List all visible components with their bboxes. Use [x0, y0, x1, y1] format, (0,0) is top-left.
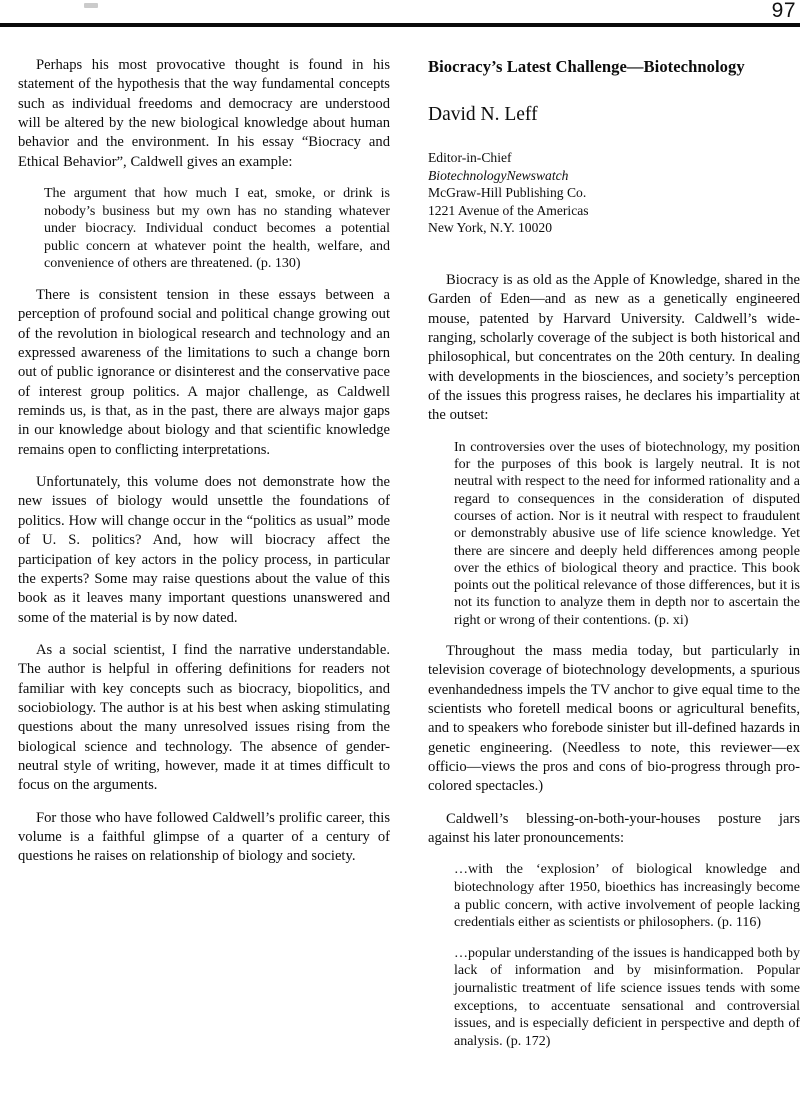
affiliation-street: 1221 Avenue of the Americas — [428, 202, 589, 218]
paragraph: Throughout the mass media today, but particularly in television coverage of biotechnology developments, a spurious evenhandedness impels the TV anchor to give equal time to the scientists who foretell medical boons or agricultural benefits, and to speakers who forebode sinister but ill-defined hazards in genetic engineering. (Needless to note, this reviewer—ex officio—views the pros and cons of bio-progress through pro-colored spectacles.) — [428, 642, 800, 795]
block-quote: …with the ‘explosion’ of biological knowledge and biotechnology after 1950, bioethics has increasingly become a public concern, with active involvement of people lacking credentials either as scientists or philosophers. (p. 116) — [454, 862, 800, 931]
block-quote: The argument that how much I eat, smoke, or drink is nobody’s business but my own has no standing whatever under biocracy. Individual conduct becomes a potential public concern at whatever point the health, welfare, and convenience of others are threatened. (p. 130) — [44, 186, 390, 272]
left-column — [18, 56, 390, 880]
paragraph: Biocracy is as old as the Apple of Knowledge, shared in the Garden of Eden—and as new as a genetically engineered mouse, patented by Harvard University. Caldwell’s wide-ranging, scholarly coverage of the subject is both historical and philosophical, but concentrates on the 20th century. In dealing with developments in the biosciences, and society’s perception of the issues this progress raises, he declares his impartiality at the outset: — [428, 271, 800, 424]
paragraph: For those who have followed Caldwell’s prolific career, this volume is a faithful glimpse of a quarter of a century of questions he raises on relationship of biology and society. — [18, 809, 390, 865]
right-column — [428, 56, 800, 1063]
block-quote: In controversies over the uses of biotechnology, my position for the purposes of this book is largely neutral. It is not neutral with respect to the need for informed rationality and a regard to consequences in the consideration of disputed courses of action. Nor is it neutral with respect to fraudulent or demonstrably abusive use of life science knowledge. Yet there are sincere and deeply held differences among people over the ethics of biological theory and practice. This book points out the political relevance of those differences, but it is not its function to analyze them in depth nor to ascertain the right or wrong of their contentions. (p. xi) — [454, 439, 800, 628]
paragraph: Unfortunately, this volume does not demonstrate how the new issues of biology would unsettle the foundations of politics. How will change occur in the “politics as usual” mode of U. S. politics? And, how will biocracy affect the participation of key actors in the policy process, in particular the experts? Some may raise questions about the value of this book as it leaves many important questions unanswered and some of the material is by now dated. — [18, 474, 390, 626]
paragraph: Caldwell’s blessing-on-both-your-houses posture jars against his later pronouncements: — [428, 810, 800, 847]
header-rule — [0, 23, 800, 27]
affiliation-role: Editor-in-Chief — [428, 150, 512, 165]
affiliation-publication: BiotechnologyNewswatch — [428, 167, 569, 183]
opener-spacer — [428, 237, 800, 271]
paragraph: Perhaps his most provocative thought is found in his statement of the hypothesis that the way fundamental concepts such as individual freedoms and democracy are understood will be altered by the new biological knowledge about human behavior and the environment. In his essay “Biocracy and Ethical Behavior”, Caldwell gives an example: — [18, 57, 390, 170]
scan-artifact-icon — [84, 3, 98, 8]
running-head — [0, 0, 800, 34]
affiliation-company: McGraw-Hill Publishing Co. — [428, 185, 587, 201]
block-quote: …popular understanding of the issues is handicapped both by lack of information and by misinformation. Popular journalistic treatment of life science issues tends with some exceptions, to accentuate sensational and controversial issues, and is especially deficient in perspective and depth of analysis. (p. 172) — [454, 945, 800, 1049]
article-author: David N. Leff — [428, 104, 538, 125]
page-number: 97 — [771, 0, 796, 22]
article-title: Biocracy’s Latest Challenge—Biotechnology — [428, 57, 745, 76]
affiliation-city: New York, N.Y. 10020 — [428, 220, 552, 236]
paragraph: There is consistent tension in these essays between a perception of profound social and political change growing out of the revolution in biological research and technology and an expressed awareness of the limitations to such a change born out of public ignorance or disinterest and the conservative pace of interest group politics. A major challenge, as Caldwell reminds us, is that, as in the past, there are always major gaps in our knowledge about biology and that scientific knowledge remains open to conflicting interpretations. — [18, 287, 390, 458]
paragraph: As a social scientist, I find the narrative understandable. The author is helpful in offering definitions for readers not familiar with key concepts such as biocracy, biopolitics, and sociobiology. The author is at his best when asking stimulating questions about the many unresolved issues rising from the biological science and technology. The absence of gender-neutral style of writing, however, made it at times difficult to focus on the arguments. — [18, 641, 390, 794]
author-affiliation — [428, 149, 800, 237]
